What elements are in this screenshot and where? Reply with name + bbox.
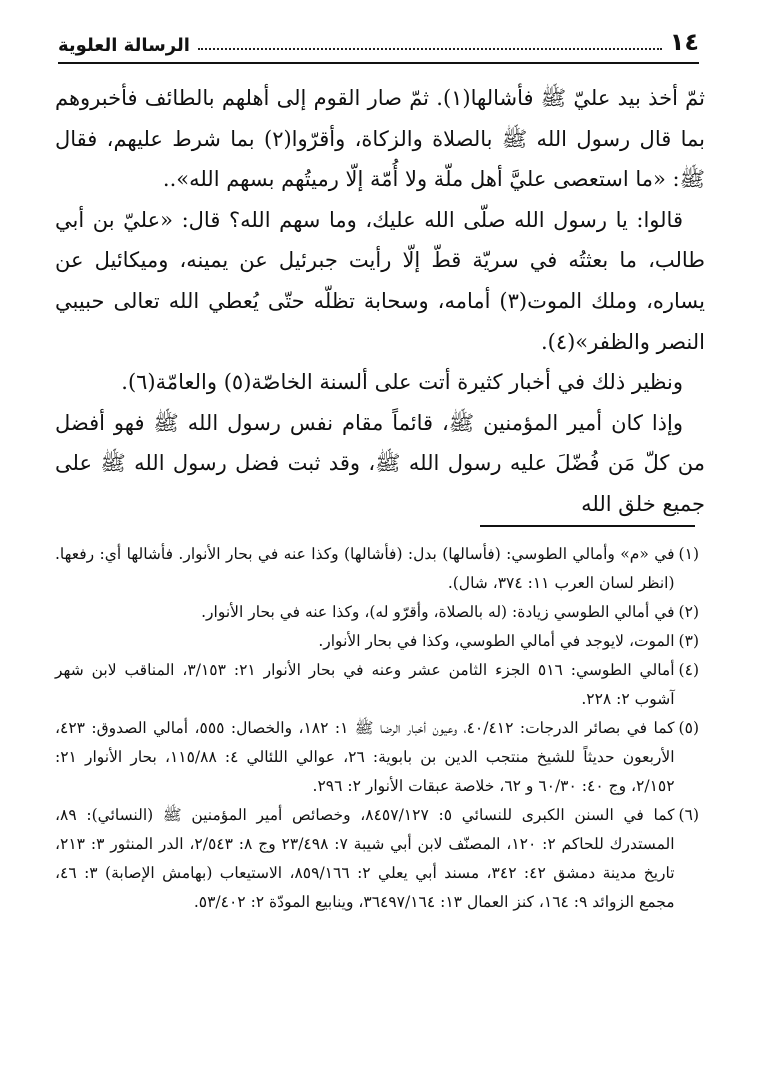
footnote-4 — [55, 656, 699, 714]
paragraph-2: قالوا: يا رسول الله صلّى الله عليك، وما سهم الله؟ قال: «عليّ بن أبي طالب، ما بعثتُه في سريّة قطّ إلّا رأيت جبرئيل عن يمينه، وميكائيل عن يساره، وملك الموت(٣) أمامه، وسحابة تظلّه حتّى يُعطي الله تعالى حبيبي النصر والظفر»(٤). — [55, 207, 705, 354]
main-text — [55, 78, 705, 525]
footnote-text: في أمالي الطوسي زيادة: (له بالصلاة، وأقرّو له)، وكذا عنه في بحار الأنوار. — [201, 603, 675, 621]
footnote-3 — [55, 627, 699, 656]
footnote-text: في «م» وأمالي الطوسي: (فأسالها) بدل: (فأشالها) وكذا عنه في بحار الأنوار. فأشالها أي: رفعها. (انظر لسان العرب ١١: ٣٧٤، شال). — [55, 545, 675, 592]
footnotes — [55, 540, 699, 917]
footnote-number: (٣) — [678, 632, 699, 650]
footnote-number: (١) — [678, 545, 699, 563]
footnote-1 — [55, 540, 699, 598]
footnote-text: كما في السنن الكبرى للنسائي ٥: ٨٤٥٧/١٢٧، وخصائص أمير المؤمنين ﷺ (النسائي): ٨٩، المستدرك للحاكم ٢: ١٢٠، المصنّف لابن أبي شيبة ٧: ٢٣/٤٩٨ وج ٨: ٢/٥٤٣، الدر المنثور ٣: ٢١٣، تاريخ مدينة دمشق ٤٢: ٣٤٢، مسند أبي يعلي ٢: ٨٥٩/١٦٦، الاستيعاب (بهامش الإصابة) ٣: ٤٦، مجمع الزوائد ٩: ١٦٤، كنز العمال ١٣: ٣٦٤٩٧/١٦٤، وينابيع المودّة ٢: ٥٣/٤٠٢. — [55, 806, 675, 911]
footnote-2 — [55, 598, 699, 627]
paragraph-4: وإذا كان أمير المؤمنين ﷺ، قائماً مقام نفس رسول الله ﷺ فهو أفضل من كلّ مَن فُضّلَ عليه رسول الله ﷺ، وقد ثبت فضل رسول الله ﷺ على جميع خلق الله — [55, 410, 705, 516]
header-dotted-leader — [198, 48, 662, 50]
footnote-5 — [55, 714, 699, 801]
footnote-number: (٦) — [678, 806, 699, 824]
page-header — [58, 22, 699, 56]
page-number: ١٤ — [669, 28, 699, 56]
footnote-text: كما في بصائر الدرجات: ٤٠/٤١٢، وعيون أخبار الرضا ﷺ ١: ١٨٢، والخصال: ٥٥٥، أمالي الصدوق: ٤٢٣، الأربعون حديثاً للشيخ منتجب الدين بن بابوية: ٢٦، عوالي اللئالي ٤: ١١٥/٨٨، بحار الأنوار ٢١: ٢/١٥٢، وج ٤٠: ٦٠/٣٠ و ٦٢، خلاصة عبقات الأنوار ٢: ٢٩٦. — [55, 719, 675, 795]
footnote-separator — [480, 525, 695, 527]
footnote-6 — [55, 801, 699, 917]
footnote-text: أمالي الطوسي: ٥١٦ الجزء الثامن عشر وعنه في بحار الأنوار ٢١: ٣/١٥٣، المناقب لابن شهر آشوب ٢: ٢٢٨. — [55, 661, 675, 708]
book-title: الرسالة العلوية — [58, 35, 190, 56]
footnote-number: (٥) — [678, 719, 699, 737]
footnote-text: الموت، لايوجد في أمالي الطوسي، وكذا في بحار الأنوار. — [318, 632, 675, 650]
header-rule — [58, 62, 699, 64]
paragraph-1: ثمّ أخذ بيد عليّ ﷺ فأشالها(١). ثمّ صار القوم إلى أهلهم بالطائف فأخبروهم بما قال رسول الله ﷺ بالصلاة والزكاة، وأقرّوا(٢) بما شرط عليهم، فقال ﷺ: «ما استعصى عليَّ أهل ملّة ولا أُمّة إلّا رميتُهم بسهم الله».. — [55, 86, 705, 192]
footnote-number: (٤) — [678, 661, 699, 679]
footnote-number: (٢) — [678, 603, 699, 621]
paragraph-3: ونظير ذلك في أخبار كثيرة أتت على ألسنة الخاصّة(٥) والعامّة(٦). — [121, 370, 683, 395]
